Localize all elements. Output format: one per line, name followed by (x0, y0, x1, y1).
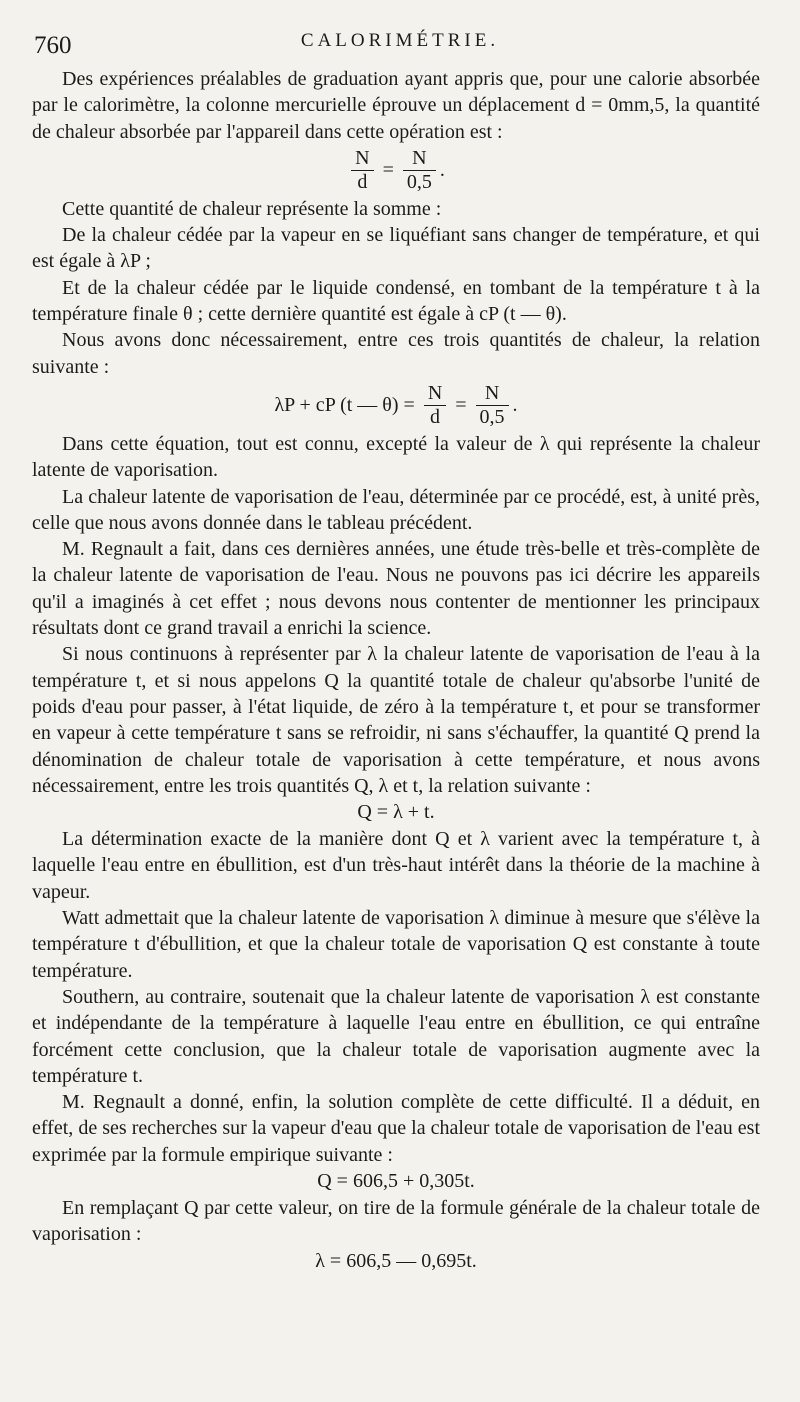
paragraph: En remplaçant Q par cette valeur, on tire de la formule générale de la chaleur totale de vaporisation : (32, 1196, 760, 1246)
fraction-denominator: 0,5 (476, 405, 509, 429)
paragraph: Southern, au contraire, soutenait que la chaleur latente de vaporisation λ est constante et indépendante de la température à laquelle l'eau entre en ébullition, ce qui entraîne forcément cette conclusion, que la chaleur totale de vaporisation augmente avec la température t. (32, 985, 760, 1087)
equation: Q = 606,5 + 0,305t. (317, 1169, 475, 1192)
equation: λ = 606,5 — 0,695t. (315, 1249, 477, 1272)
paragraph: M. Regnault a donné, enfin, la solution complète de cette difficulté. Il a déduit, en effet, de ses recherches sur la vapeur d'eau que la chaleur totale de vaporisation de l'eau est exprimée par la formule empirique suivante : (32, 1091, 760, 1166)
paragraph: Et de la chaleur cédée par le liquide condensé, en tombant de la température t à la température finale θ ; cette dernière quantité est égale à cP (t — θ). (32, 276, 760, 326)
equation (32, 382, 760, 429)
paragraph: Des expériences préalables de graduation ayant appris que, pour une calorie absorbée par le calorimètre, la colonne mercurielle éprouve un déplacement d = 0mm,5, la quantité de chaleur absorbée par l'appareil dans cette opération est : (32, 68, 760, 143)
equals-sign: = (455, 393, 467, 416)
paragraph: Si nous continuons à représenter par λ la chaleur latente de vaporisation de l'eau à la température t, et si nous appelons Q la quantité totale de chaleur qu'absorbe l'unité de poids d'eau pour passer, à l'état liquide, de zéro à la température t, et pour se transformer en vapeur à cette température t sans se refroidir, ni sans s'échauffer, la quantité Q prend la dénomination de chaleur totale de vaporisation à cette température, et nous avons nécessairement, entre les trois quantités Q, λ et t, la relation suivante : (32, 643, 760, 797)
fraction-numerator: N (355, 146, 370, 169)
paragraph: Watt admettait que la chaleur latente de vaporisation λ diminue à mesure que s'élève la température t d'ébullition, et que la chaleur totale de vaporisation Q est constante à toute température. (32, 907, 760, 982)
fraction-numerator: N (484, 381, 500, 404)
equals-sign: = (382, 158, 394, 181)
paragraph: De la chaleur cédée par la vapeur en se liquéfiant sans changer de température, et qui est égale à λP ; (32, 224, 760, 273)
paragraph: Nous avons donc nécessairement, entre ces trois quantités de chaleur, la relation suivante : (32, 329, 760, 378)
fraction-denominator: 0,5 (403, 170, 436, 194)
equation: Q = λ + t. (357, 801, 435, 824)
page-body (32, 66, 760, 1275)
equation-period: . (512, 393, 518, 416)
paragraph: Cette quantité de chaleur représente la somme : (62, 197, 442, 220)
equation (32, 147, 760, 194)
page-number: 760 (34, 32, 72, 59)
fraction-denominator: d (351, 170, 373, 194)
paragraph: La chaleur latente de vaporisation de l'eau, déterminée par ce procédé, est, à unité près, celle que nous avons donnée dans le tableau précédent. (32, 485, 760, 534)
paragraph: M. Regnault a fait, dans ces dernières années, une étude très-belle et très-complète de la chaleur latente de vaporisation de l'eau. Nous ne pouvons pas ici décrire les appareils qu'il a imaginés à cet effet ; nous devons nous contenter de mentionner les principaux résultats dont ce grand travail a enrichi la science. (32, 538, 760, 640)
page-header (0, 26, 800, 66)
paragraph: Dans cette équation, tout est connu, excepté la valeur de λ qui représente la chaleur latente de vaporisation. (32, 432, 760, 482)
paragraph: La détermination exacte de la manière dont Q et λ varient avec la température t, à laquelle l'eau entre en ébullition, est d'un très-haut intérêt dans la théorie de la machine à vapeur. (32, 828, 760, 903)
equation-period: . (439, 158, 445, 181)
fraction-numerator: N (412, 146, 427, 169)
fraction-denominator: d (424, 405, 446, 429)
running-head: CALORIMÉTRIE. (300, 30, 500, 51)
equation-lhs: λP + cP (t — θ) = (274, 393, 415, 416)
fraction-numerator: N (427, 381, 443, 404)
